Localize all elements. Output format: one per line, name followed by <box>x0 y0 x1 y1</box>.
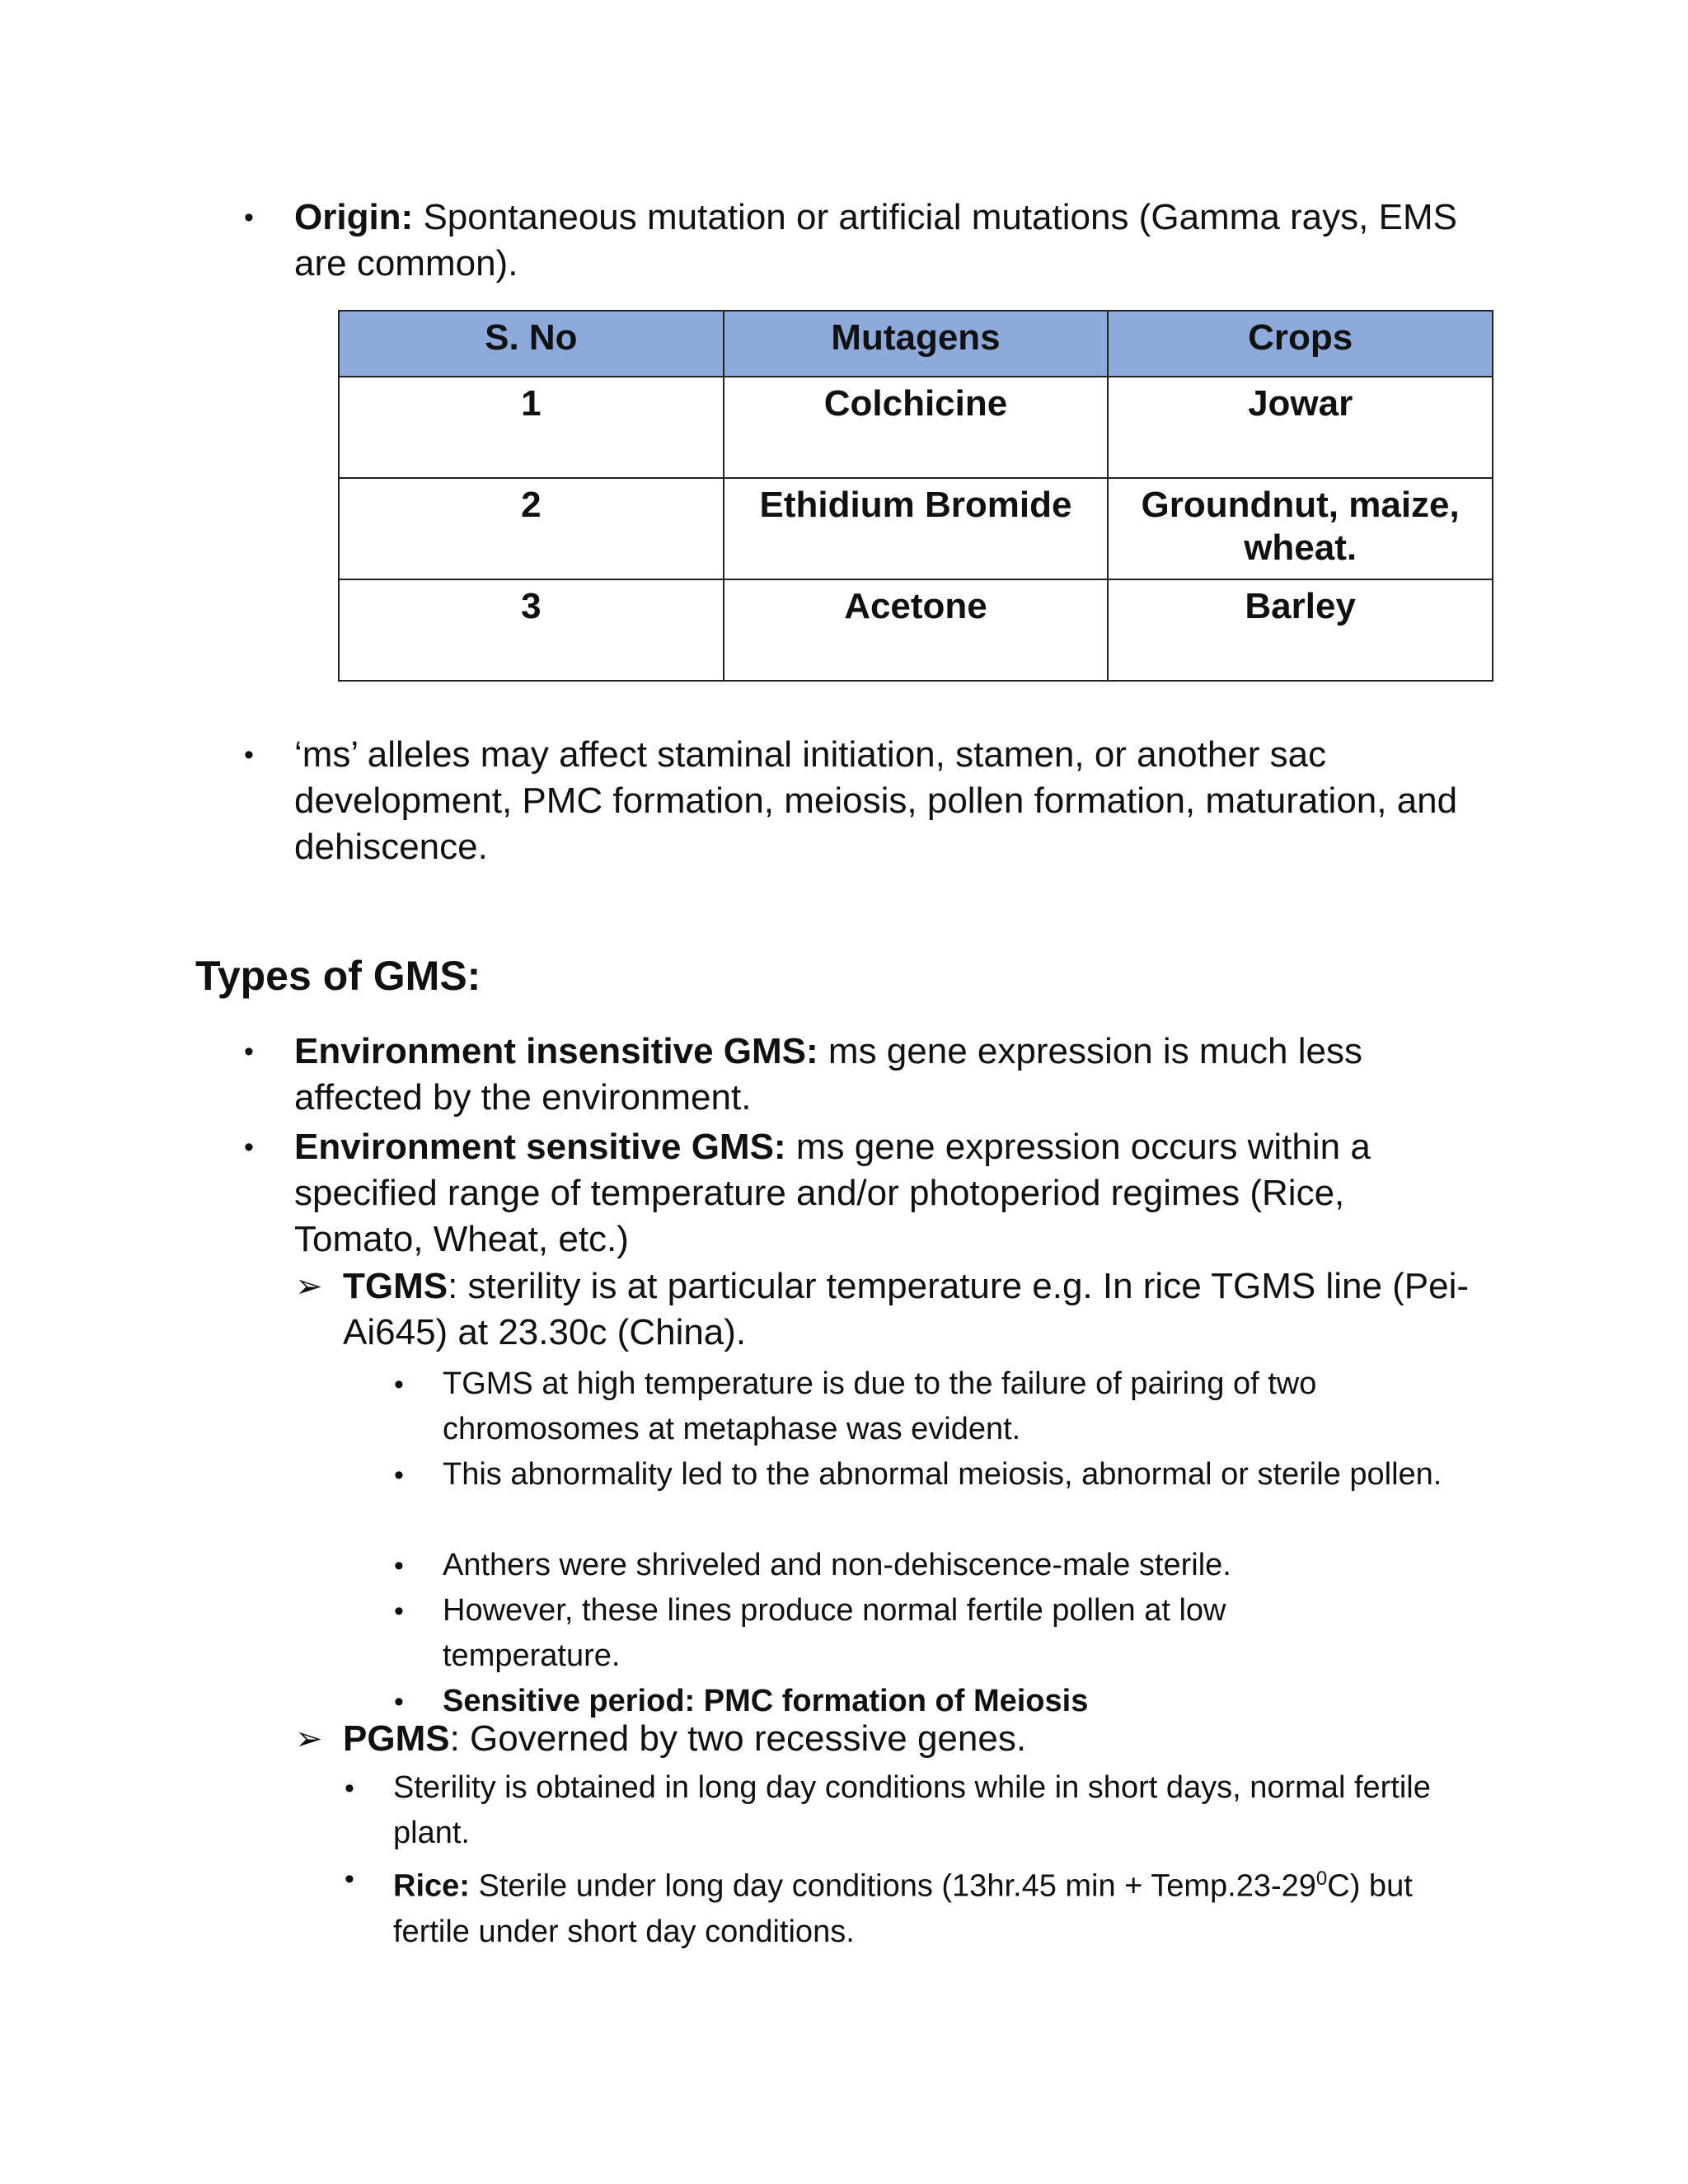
cell-mutagen: Acetone <box>724 579 1109 681</box>
tgms-point: This abnormality led to the abnormal meiosis, abnormal or sterile pollen. <box>443 1457 1442 1492</box>
table-row <box>339 478 1493 579</box>
table-row <box>339 579 1493 681</box>
header-sno: S. No <box>339 311 724 377</box>
rice-label: Rice: <box>393 1868 470 1904</box>
arrow-bullet-icon: ➢ <box>295 1268 323 1305</box>
tgms-text: : sterility is at particular temperature e.g. In rice TGMS line (Pei-Ai645) at 23.30c (China). <box>343 1266 1470 1352</box>
pgms-label: PGMS <box>343 1718 450 1759</box>
origin-text: Spontaneous mutation or artificial mutations (Gamma rays, EMS are common). <box>294 197 1457 284</box>
tgms-point: However, these lines produce normal fertile pollen at low temperature. <box>443 1593 1226 1673</box>
bullet-icon: • <box>244 739 254 771</box>
bullet-icon: • <box>394 1596 404 1627</box>
bullet-icon: • <box>394 1460 404 1491</box>
env-insensitive-label: Environment insensitive GMS: <box>294 1031 818 1071</box>
tgms-point: Anthers were shriveled and non-dehiscence-male sterile. <box>443 1548 1231 1582</box>
table-header-row <box>339 311 1493 377</box>
bullet-icon: • <box>244 1036 254 1067</box>
ms-alleles-paragraph: ‘ms’ alleles may affect staminal initiation, stamen, or another sac development, PMC formation, meiosis, pollen formation, maturation, and dehiscence. <box>294 734 1458 867</box>
mutagen-table <box>338 310 1493 682</box>
env-sensitive-paragraph <box>294 1124 1481 1263</box>
bullet-icon: • <box>244 202 254 233</box>
degree-superscript: 0 <box>1315 1868 1328 1890</box>
cell-crop: Barley <box>1108 579 1493 681</box>
header-crops: Crops <box>1108 311 1493 377</box>
pgms-paragraph <box>343 1716 1480 1762</box>
bullet-icon: • <box>394 1550 404 1582</box>
bullet-icon: • <box>345 1773 354 1804</box>
tgms-point: TGMS at high temperature is due to the failure of pairing of two chromosomes at metaphase was evident. <box>443 1366 1317 1446</box>
tgms-label: TGMS <box>343 1266 448 1306</box>
origin-label: Origin: <box>294 197 414 237</box>
tgms-point-sensitive-period: Sensitive period: PMC formation of Meiosis <box>443 1684 1089 1718</box>
cell-mutagen: Ethidium Bromide <box>724 478 1109 579</box>
rice-text-tail: C) but fertile under short day conditions. <box>393 1868 1413 1949</box>
pgms-point: Sterility is obtained in long day conditions while in short days, normal fertile plant. <box>393 1770 1431 1850</box>
cell-sno: 3 <box>339 579 724 681</box>
pgms-point-rice <box>393 1856 1473 1955</box>
bullet-icon: • <box>345 1863 354 1895</box>
tgms-paragraph <box>343 1263 1480 1356</box>
cell-sno: 1 <box>339 377 724 478</box>
types-of-gms-heading: Types of GMS: <box>195 953 481 999</box>
arrow-bullet-icon: ➢ <box>295 1721 323 1757</box>
pgms-text: : Governed by two recessive genes. <box>449 1718 1027 1759</box>
bullet-icon: • <box>244 1132 254 1163</box>
rice-text: Sterile under long day conditions (13hr.45 min + Temp.23-29 <box>478 1868 1316 1904</box>
header-mutagens: Mutagens <box>724 311 1109 377</box>
cell-mutagen: Colchicine <box>724 377 1109 478</box>
env-sensitive-label: Environment sensitive GMS: <box>294 1127 786 1167</box>
env-sensitive-text: ms gene expression occurs within a specified range of temperature and/or photoperiod regimes (Rice, Tomato, Wheat, etc.) <box>294 1127 1371 1259</box>
env-insensitive-paragraph <box>294 1029 1481 1121</box>
table-row <box>339 377 1493 478</box>
bullet-icon: • <box>394 1369 404 1400</box>
origin-paragraph <box>294 194 1481 287</box>
env-insensitive-text: ms gene expression is much less affected by the environment. <box>294 1031 1362 1118</box>
bullet-icon: • <box>394 1686 404 1718</box>
cell-crop: Jowar <box>1108 377 1493 478</box>
cell-sno: 2 <box>339 478 724 579</box>
cell-crop: Groundnut, maize, wheat. <box>1108 478 1493 579</box>
